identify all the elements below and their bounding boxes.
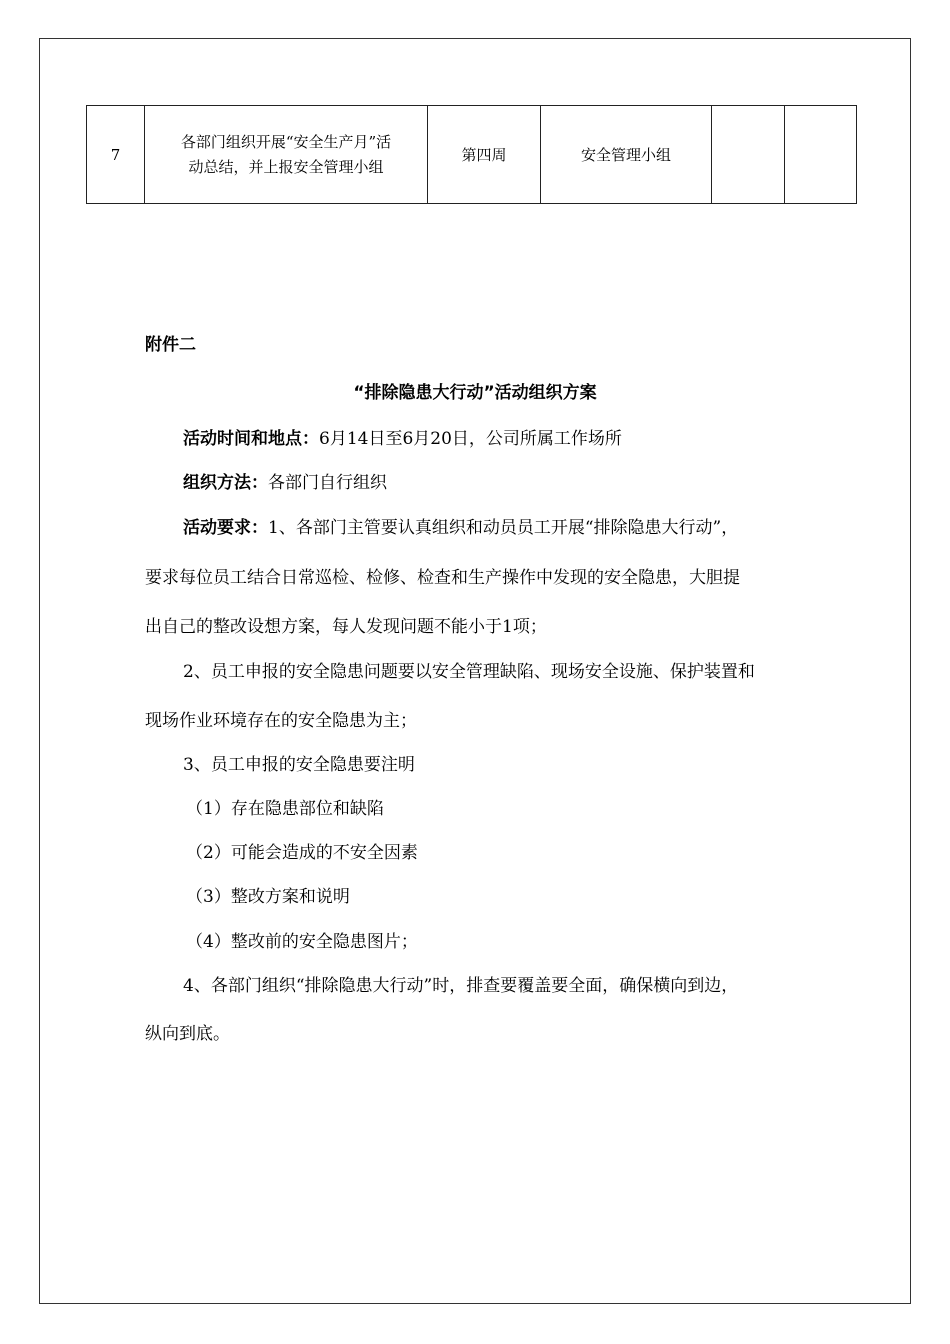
method-paragraph <box>183 468 387 493</box>
table-row <box>87 106 857 204</box>
requirements-paragraph <box>183 513 738 538</box>
requirement-2-line-1: 2、员工申报的安全隐患问题要以安全管理缺陷、现场安全设施、保护装置和 <box>183 662 755 682</box>
week-cell: 第四周 <box>428 106 541 204</box>
requirement-3-item-2: （2）可能会造成的不安全因素 <box>186 843 418 863</box>
row-number-cell: 7 <box>87 106 145 204</box>
annex-label: 附件二 <box>145 335 196 355</box>
requirement-2-line-2: 现场作业环境存在的安全隐患为主； <box>145 711 417 731</box>
time-place-paragraph <box>183 424 622 449</box>
method-value: 各部门自行组织 <box>268 473 387 493</box>
task-line-1: 各部门组织开展“安全生产月”活 <box>180 132 392 151</box>
task-line-2: 动总结，并上报安全管理小组 <box>188 157 384 176</box>
schedule-table <box>86 105 857 204</box>
task-cell <box>145 106 428 204</box>
requirement-1-line-1: 1、各部门主管要认真组织和动员员工开展“排除隐患大行动”， <box>268 518 739 538</box>
requirements-label: 活动要求： <box>183 518 268 538</box>
requirement-4-line-1: 4、各部门组织“排除隐患大行动”时，排查要覆盖要全面，确保横向到边， <box>183 976 739 996</box>
owner-cell: 安全管理小组 <box>541 106 712 204</box>
requirement-1-line-3: 出自己的整改设想方案，每人发现问题不能小于1项； <box>145 617 547 637</box>
document-title: “排除隐患大行动”活动组织方案 <box>353 383 597 403</box>
requirement-3-item-1: （1）存在隐患部位和缺陷 <box>186 799 384 819</box>
time-place-label: 活动时间和地点： <box>183 429 319 449</box>
requirement-3-item-3: （3）整改方案和说明 <box>186 887 350 907</box>
method-label: 组织方法： <box>183 473 268 493</box>
requirement-3: 3、员工申报的安全隐患要注明 <box>183 755 415 775</box>
empty-cell-2 <box>785 106 857 204</box>
requirement-1-line-2: 要求每位员工结合日常巡检、检修、检查和生产操作中发现的安全隐患，大胆提 <box>145 568 740 588</box>
requirement-3-item-4: （4）整改前的安全隐患图片； <box>186 932 418 952</box>
empty-cell-1 <box>712 106 785 204</box>
time-place-value: 6月14日至6月20日，公司所属工作场所 <box>319 429 622 449</box>
requirement-4-line-2: 纵向到底。 <box>145 1024 230 1044</box>
